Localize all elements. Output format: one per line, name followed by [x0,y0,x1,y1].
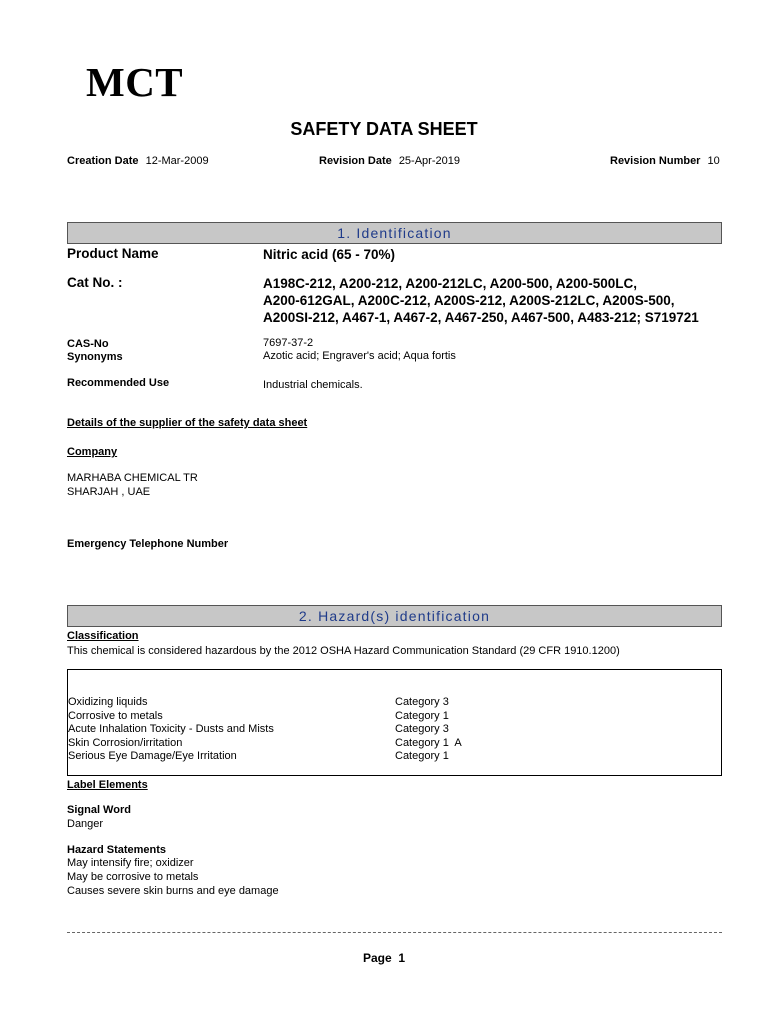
cas-label: CAS-No [67,338,109,350]
classification-text: This chemical is considered hazardous by the 2012 OSHA Hazard Communication Standard (29 CFR 1910.1200) [67,645,620,657]
synonyms-value: Azotic acid; Engraver's acid; Aqua fortis [263,350,456,362]
cat-no-label: Cat No. : [67,275,123,290]
section-1-heading: 1. Identification [67,222,722,244]
signal-word-value: Danger [67,818,104,830]
hazard-statements-list [67,856,279,898]
hazard-category: Category 1 [395,750,449,762]
hazard-category: Category 3 [395,723,449,735]
section-2-heading: 2. Hazard(s) identification [67,605,722,627]
recommended-use-value: Industrial chemicals. [263,379,363,391]
synonyms-label: Synonyms [67,351,123,363]
document-title: SAFETY DATA SHEET [290,119,478,139]
cat-no-line: A198C-212, A200-212, A200-212LC, A200-500, A200-500LC, [263,276,637,291]
hazard-name: Skin Corrosion/irritation [68,737,183,749]
hazard-statement: Causes severe skin burns and eye damage [67,885,279,897]
recommended-use-label: Recommended Use [67,377,170,389]
creation-date [67,155,209,167]
revision-date-value: 25-Apr-2019 [398,155,460,167]
creation-date-label: Creation Date [67,155,139,167]
product-name-label: Product Name [67,246,159,261]
page-number [0,951,768,965]
company-address-line: SHARJAH , UAE [67,486,151,498]
hazard-statement: May be corrosive to metals [67,871,199,883]
cat-no-line: A200-612GAL, A200C-212, A200S-212, A200S-212LC, A200S-500, [263,293,675,308]
signal-word-label: Signal Word [67,804,131,816]
company-logo: MCT [86,59,184,105]
company-label: Company [67,446,118,458]
label-elements-label: Label Elements [67,779,148,791]
product-name-value: Nitric acid (65 - 70%) [263,247,396,262]
revision-date [319,155,460,167]
hazard-statement: May intensify fire; oxidizer [67,857,194,869]
cas-value: 7697-37-2 [263,337,314,349]
company-address [67,471,198,499]
emergency-phone-label: Emergency Telephone Number [67,538,229,550]
supplier-heading: Details of the supplier of the safety data sheet [67,417,308,429]
classification-label: Classification [67,630,139,642]
cat-no-list [263,275,723,326]
footer-divider [67,932,722,933]
revision-date-label: Revision Date [319,155,392,167]
page-number-value: 1 [398,951,406,965]
hazard-name: Serious Eye Damage/Eye Irritation [68,750,237,762]
hazard-category: Category 1 A [395,737,462,749]
revision-number [610,155,720,167]
company-address-line: MARHABA CHEMICAL TR [67,472,198,484]
cat-no-line: A200SI-212, A467-1, A467-2, A467-250, A467-500, A483-212; S719721 [263,310,699,325]
hazard-name: Corrosive to metals [68,710,163,722]
page-label: Page [362,951,392,965]
creation-date-value: 12-Mar-2009 [145,155,209,167]
hazard-category: Category 1 [395,710,449,722]
hazard-category: Category 3 [395,696,449,708]
hazard-statements-label: Hazard Statements [67,844,167,856]
hazard-name: Acute Inhalation Toxicity - Dusts and Mists [68,723,274,735]
revision-number-value: 10 [707,155,720,167]
hazard-classification-table [67,669,722,776]
revision-number-label: Revision Number [610,155,701,167]
hazard-name: Oxidizing liquids [68,696,148,708]
